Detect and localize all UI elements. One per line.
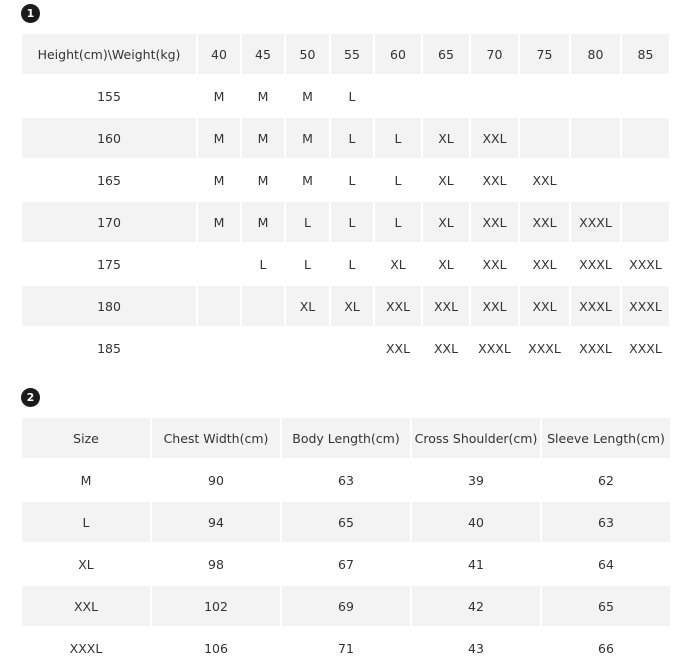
size-cell [375,76,421,116]
size-cell: XXL [520,202,569,242]
size-cell: XXXL [571,286,620,326]
size-cell: L [259,256,267,272]
size-cell: XXXL [478,340,511,356]
size-cell: M [198,202,240,242]
size-cell [331,328,373,368]
size-cell [423,76,469,116]
size-cell: M [242,118,284,158]
size-cell: XXXL [629,256,662,272]
size-cell: XL [423,118,469,158]
size-cell: XXXL [528,340,561,356]
size-label-cell: M [80,472,92,488]
size-cell [571,118,620,158]
size-cell: M [257,172,269,188]
column-header-cell: Sleeve Length(cm) [542,418,670,458]
size-cell: XXL [385,340,411,356]
size-cell: XXL [423,286,469,326]
size-cell: XL [423,202,469,242]
weight-header-cell: 80 [571,34,620,74]
garment-measurement-table [20,416,672,670]
size-cell [622,76,669,116]
height-cell: 175 [97,256,121,272]
size-cell: XXXL [622,286,669,326]
height-cell: 155 [97,88,121,104]
size-cell: XL [390,256,406,272]
size-label-cell: L [22,502,150,542]
weight-header-cell: 70 [471,34,518,74]
size-cell: L [394,172,402,188]
size-cell: L [375,118,421,158]
size-cell: M [242,202,284,242]
size-cell: L [331,118,373,158]
height-cell: 165 [97,172,121,188]
size-cell [242,328,284,368]
height-cell: 185 [97,340,121,356]
height-cell: 170 [22,202,196,242]
corner-header-cell: Height(cm)\Weight(kg) [22,34,196,74]
size-cell: XXL [471,202,518,242]
measurement-cell: 39 [468,472,484,488]
measurement-cell: 40 [412,502,540,542]
column-header-cell: Cross Shoulder(cm) [412,418,540,458]
measurement-cell: 64 [598,556,614,572]
size-cell: M [213,172,225,188]
measurement-cell: 102 [152,586,280,626]
table-row [22,76,669,116]
table-row [22,328,669,368]
measurement-cell: 71 [338,640,354,656]
table-row [22,544,670,584]
size-cell [622,202,669,242]
measurement-cell: 67 [338,556,354,572]
size-cell: L [348,88,356,104]
size-cell: L [331,202,373,242]
size-cell: XXL [471,286,518,326]
weight-header-cell: 55 [331,34,373,74]
weight-header-cell: 45 [242,34,284,74]
size-cell: XXL [532,172,557,188]
size-cell: M [198,118,240,158]
size-cell: L [304,256,311,272]
weight-header-cell: 65 [423,34,469,74]
measurement-cell: 98 [208,556,224,572]
size-cell: XXXL [629,340,662,356]
size-cell [471,76,518,116]
header-row [22,418,670,458]
size-label-cell: XXXL [69,640,103,656]
size-cell [198,286,240,326]
column-header-cell: Size [22,418,150,458]
measurement-cell: 65 [282,502,410,542]
size-cell [571,76,620,116]
size-cell: M [302,172,313,188]
height-cell: 180 [22,286,196,326]
measurement-cell: 65 [542,586,670,626]
size-cell: XXL [532,256,557,272]
section-number-badge: 2 [21,388,40,407]
measurement-cell: 66 [598,640,614,656]
measurement-cell: 63 [338,472,354,488]
size-cell [198,328,240,368]
column-header-cell: Chest Width(cm) [152,418,280,458]
measurement-cell: 63 [542,502,670,542]
size-cell: XXL [520,286,569,326]
size-cell [520,76,569,116]
measurement-cell: 42 [412,586,540,626]
section-number-badge: 1 [21,4,40,23]
size-cell: M [213,88,225,104]
size-cell: XL [331,286,373,326]
table-row [22,160,669,200]
height-cell: 160 [22,118,196,158]
size-cell [622,160,669,200]
size-cell: XXL [471,118,518,158]
table-row [22,202,669,242]
table-row [22,586,670,626]
size-cell: L [375,202,421,242]
size-cell: M [302,88,313,104]
size-cell: XXL [482,256,507,272]
size-cell: XL [286,286,329,326]
size-cell: XXXL [579,256,612,272]
size-cell: XXXL [579,340,612,356]
weight-header-cell: 40 [198,34,240,74]
table-row [22,118,669,158]
table-row [22,244,669,284]
weight-header-cell: 85 [622,34,669,74]
measurement-cell: 62 [598,472,614,488]
size-cell: M [286,118,329,158]
size-cell [571,160,620,200]
measurement-cell: 90 [208,472,224,488]
table-row [22,460,670,500]
size-cell: XXXL [571,202,620,242]
size-cell [520,118,569,158]
measurement-cell: 106 [204,640,228,656]
weight-header-cell: 60 [375,34,421,74]
size-cell: L [286,202,329,242]
measurement-cell: 43 [468,640,484,656]
size-cell: XL [438,172,454,188]
measurement-cell: 94 [152,502,280,542]
size-recommendation-table [20,32,671,370]
table-row [22,502,670,542]
size-label-cell: XL [78,556,94,572]
weight-header-cell: 75 [520,34,569,74]
measurement-cell: 69 [282,586,410,626]
size-cell: L [348,256,356,272]
weight-header-cell: 50 [286,34,329,74]
size-cell [242,286,284,326]
size-cell: XXL [482,172,507,188]
table-row [22,628,670,668]
size-cell: XXL [433,340,459,356]
size-cell: XXL [375,286,421,326]
size-cell [622,118,669,158]
size-cell: XL [438,256,454,272]
size-cell: L [348,172,356,188]
size-cell [198,244,240,284]
column-header-cell: Body Length(cm) [282,418,410,458]
header-row [22,34,669,74]
size-cell: M [257,88,269,104]
size-cell [286,328,329,368]
size-label-cell: XXL [22,586,150,626]
table-row [22,286,669,326]
measurement-cell: 41 [468,556,484,572]
